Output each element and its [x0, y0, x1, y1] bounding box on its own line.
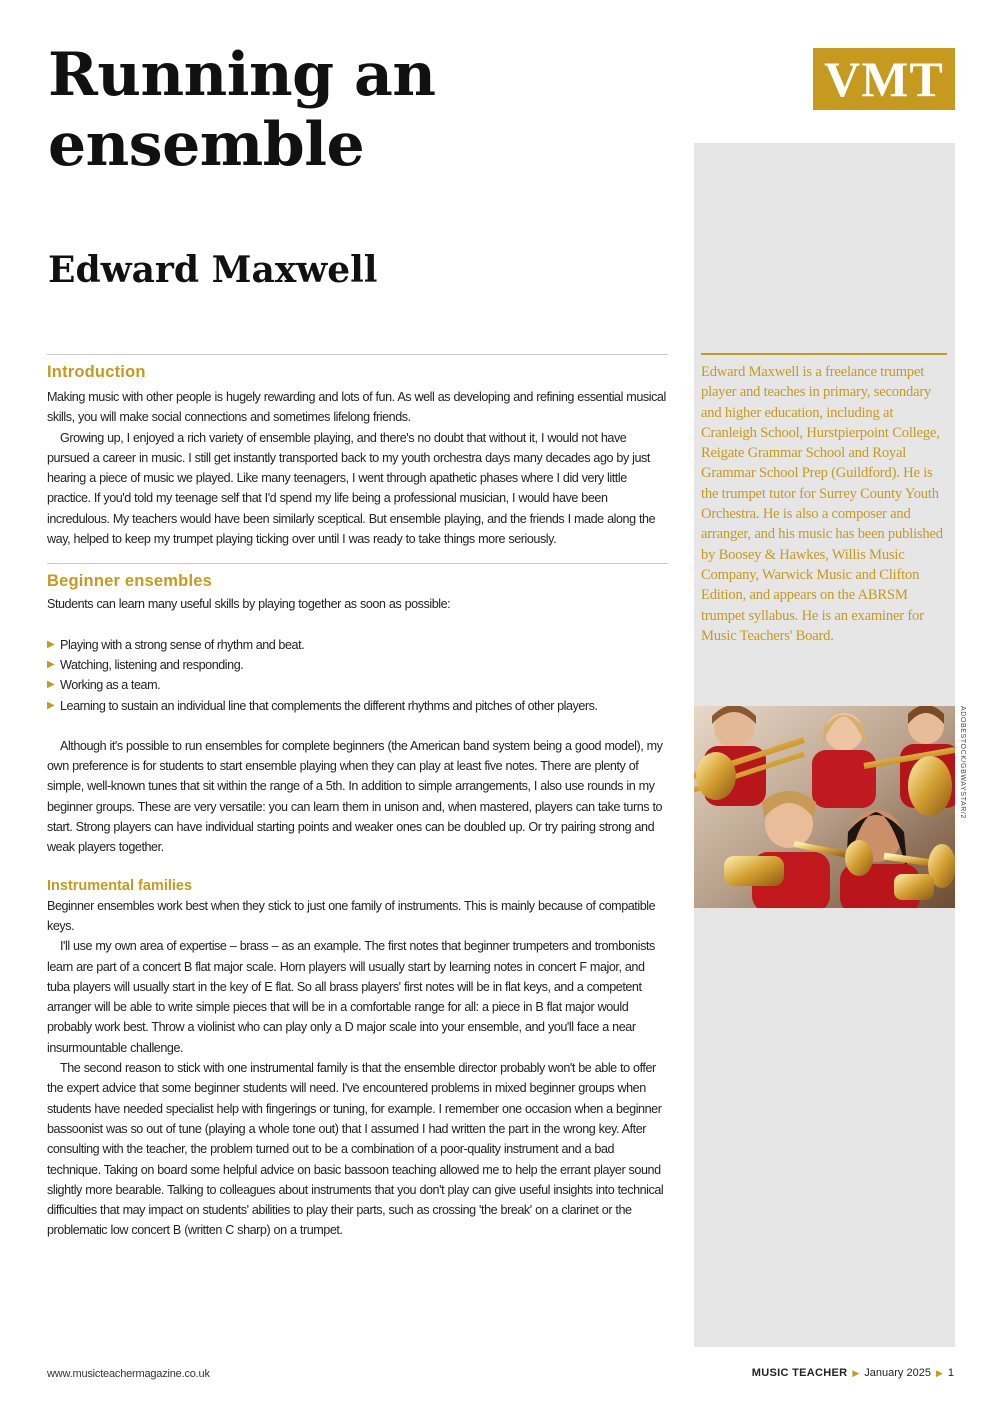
vmt-logo: VMT	[813, 48, 955, 110]
families-paragraph-1: Beginner ensembles work best when they stick to just one family of instruments. This is mainly because of compatible keys.	[47, 898, 656, 933]
bio-divider	[701, 353, 947, 355]
list-item: ▶ Watching, listening and responding.	[47, 655, 668, 675]
footer-website: www.musicteachermagazine.co.uk	[47, 1368, 210, 1380]
issue-date: January 2025	[864, 1367, 931, 1379]
ensemble-photo-image	[694, 706, 955, 908]
list-item: ▶ Working as a team.	[47, 675, 668, 695]
ensemble-photo	[694, 706, 955, 908]
beginner-paragraph-1: Students can learn many useful skills by playing together as soon as possible:	[47, 597, 451, 612]
author-bio: Edward Maxwell is a freelance trumpet player and teaches in primary, secondary and higher education, including at Cranleigh School, Hurstpierpoint College, Reigate Grammar School and Royal Grammar School Prep (Guildford). He is the trumpet tutor for Surrey County Youth Orchestra. He is also a composer and arranger, and his music has been published by Boosey & Hawkes, Willis Music Company, Warwick Music and Clifton Edition, and appears on the ABRSM trumpet syllabus. He is an examiner for Music Teachers' Board.	[701, 364, 943, 644]
section-heading-beginner-ensembles: Beginner ensembles	[47, 572, 212, 591]
list-item: ▶ Learning to sustain an individual line that complements the different rhythms and pitches of other players.	[47, 696, 668, 716]
triangle-right-icon: ▶	[47, 699, 55, 711]
section-divider	[47, 563, 668, 564]
article-title: Running an ensemble	[48, 40, 436, 180]
families-paragraph-3: The second reason to stick with one instrumental family is that the ensemble director probably won't be able to offer the expert advice that some beginner students will need. I've encountered problems in mixed beginner groups when students have needed specialist help with fingerings or tuning, for example. I remember one occasion when a beginner bassoonist was so out of tune (playing a whole tone out) that I assumed I had written the part in the wrong key. After consulting with the teacher, the problem turned out to be a combination of a poor-quality instrument and a bad technique. Taking on board some helpful advice on basic bassoon teaching allowed me to help the errant player sound slightly more bearable. Talking to colleagues about instruments that you don't play can give useful insights into technical difficulties that may impact on students' abilities to play their parts, such as crossing 'the break' on a clarinet or the problematic low concert B (written C sharp) on a trumpet.	[47, 1061, 664, 1238]
article-body	[47, 354, 668, 1241]
page-number: 1	[947, 1367, 954, 1379]
subheading-instrumental-families: Instrumental families	[47, 877, 193, 894]
triangle-right-icon: ▶	[852, 1368, 860, 1378]
section-divider	[47, 354, 668, 355]
triangle-right-icon: ▶	[935, 1368, 943, 1378]
intro-paragraph-1: Making music with other people is hugely rewarding and lots of fun. As well as developing and refining essential musical skills, you will make social connections and sometimes lifelong friends.	[47, 390, 666, 425]
beginner-paragraph-2: Although it's possible to run ensembles for complete beginners (the American band system being a good model), my own preference is for students to start ensemble playing when they can play at least five notes. There are plenty of simple, well-known tunes that sit within the range of a 5th. In addition to simple arrangements, I also use rounds in my beginner groups. These are very versatile: you can learn them in unison and, when mastered, players can take turns to start. Strong players can have individual starting points and weaker ones can be doubled up. Or try pairing strong and weak players together.	[47, 738, 663, 855]
intro-paragraph-2: Growing up, I enjoyed a rich variety of ensemble playing, and there's no doubt that without it, I would not have pursued a career in music. I still get instantly transported back to my youth orchestra days many decades ago by just hearing a piece of music we played. Like many teenagers, I went through apathetic phases where I did very little practice. If you'd told my teenage self that I'd spend my life being a professional musician, I would have been incredulous. My teachers would have been similarly sceptical. But ensemble playing, and the friends I made along the way, helped to keep my trumpet playing ticking over until I was ready to take things more seriously.	[47, 430, 656, 547]
triangle-right-icon: ▶	[47, 679, 55, 691]
triangle-right-icon: ▶	[47, 658, 55, 670]
triangle-right-icon: ▶	[47, 638, 55, 650]
author-name: Edward Maxwell	[48, 249, 378, 291]
footer-meta	[752, 1367, 954, 1379]
magazine-name: MUSIC TEACHER	[751, 1367, 848, 1379]
families-paragraph-2: I'll use my own area of expertise – brass – as an example. The first notes that beginner trumpeters and trombonists learn are part of a concert B flat major scale. Horn players will usually start by learning notes in concert F major, and tuba players will usually start in the key of E flat. So all brass players' first notes will be in flat keys, and a competent arranger will be able to write simple pieces that will be in a comfortable range for all: a piece in B flat major would probably work best. Throw a violinist who can play only a D major scale into your ensemble, and you'll face a near insurmountable challenge.	[47, 939, 655, 1055]
photo-credit: ADOBESTOCK/GBWAYSTAR/2	[959, 706, 966, 819]
skills-list	[47, 635, 668, 716]
section-heading-introduction: Introduction	[47, 363, 146, 381]
list-item: ▶ Playing with a strong sense of rhythm and beat.	[47, 635, 668, 655]
